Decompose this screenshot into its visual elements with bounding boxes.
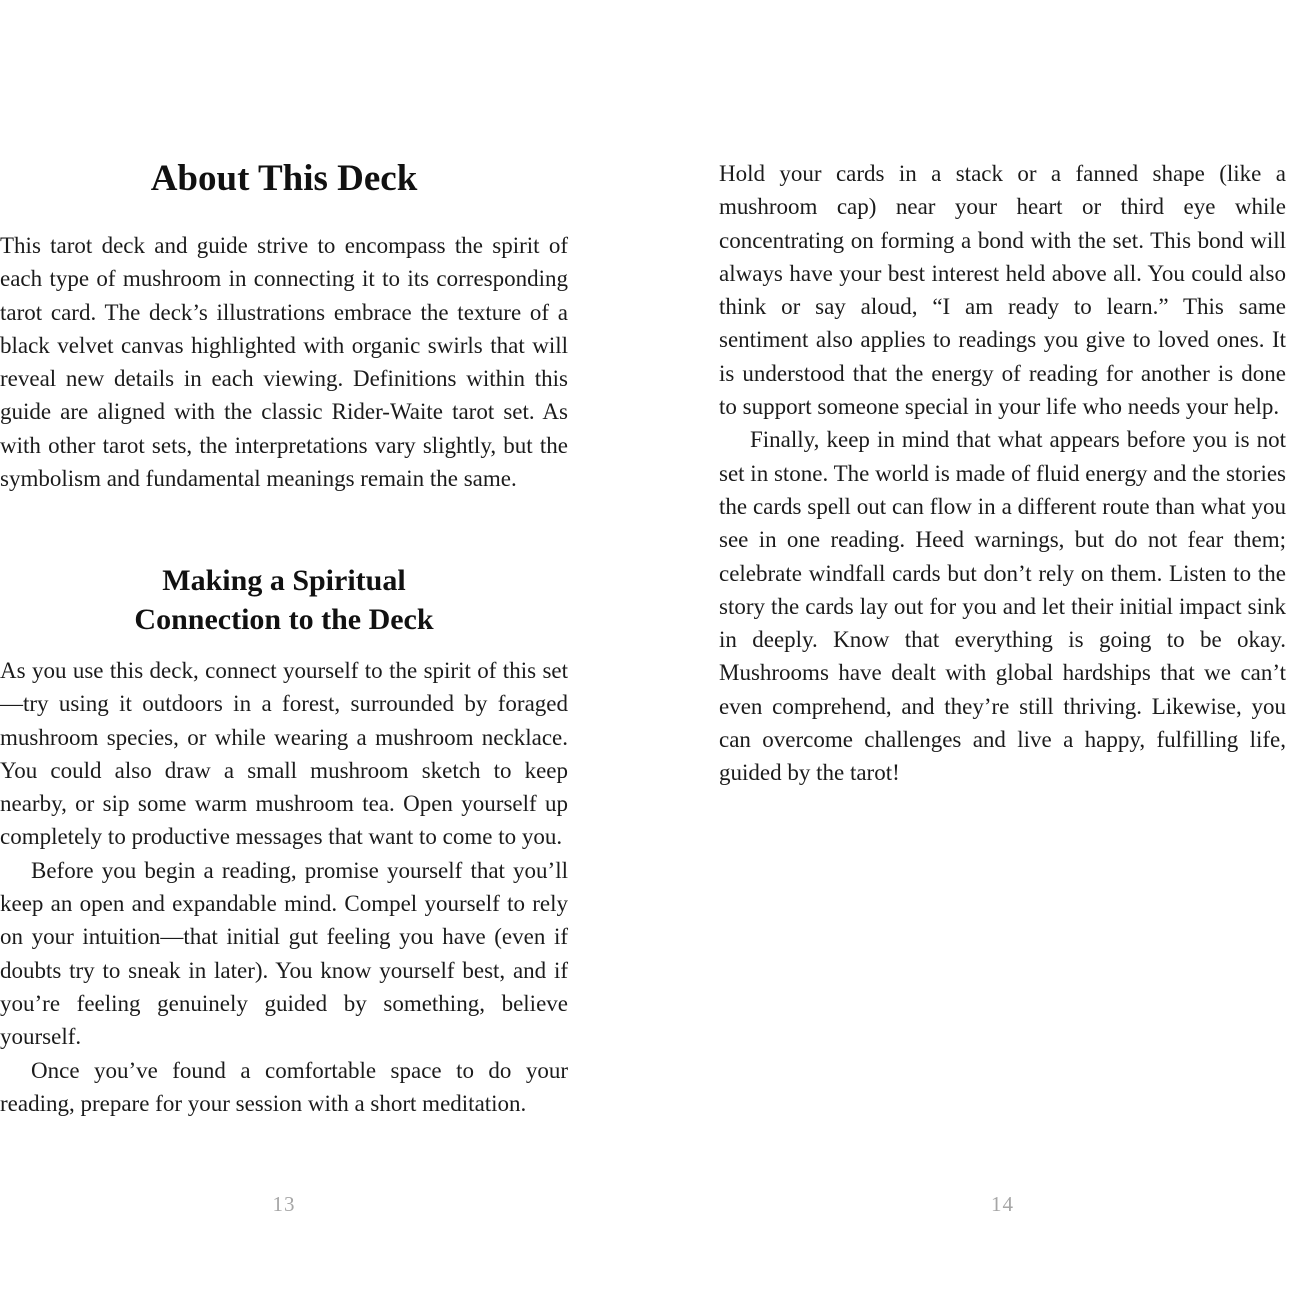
body-paragraph: As you use this deck, connect yourself to the spirit of this set—try using it outdoors in a forest, surrounded by foraged mushroom species, or while wearing a mushroom necklace. You could also draw a small mushroom sketch to keep nearby, or sip some warm mushroom tea. Open yourself up completely to productive messages that want to come to you. bbox=[0, 658, 568, 850]
page-number-left: 13 bbox=[272, 1192, 296, 1216]
section-heading-line-2: Connection to the Deck bbox=[134, 603, 434, 636]
spiritual-connection-section bbox=[0, 654, 568, 1120]
section-heading-line-1: Making a Spiritual bbox=[162, 564, 406, 597]
right-page-body bbox=[719, 157, 1286, 790]
section-heading bbox=[0, 561, 568, 639]
intro-section bbox=[0, 229, 568, 495]
page-number-right: 14 bbox=[991, 1192, 1014, 1216]
body-paragraph: Before you begin a reading, promise yourself that you’ll keep an open and expandable mind. Compel yourself to rely on your intuition—that initial gut feeling you have (even if doubts try to sneak in later). You know yourself best, and if you’re feeling genuinely guided by something, believe yourself. bbox=[0, 857, 568, 1050]
body-paragraph: Once you’ve found a comfortable space to do your reading, prepare for your session with a short meditation. bbox=[0, 1057, 568, 1116]
intro-paragraph: This tarot deck and guide strive to encompass the spirit of each type of mushroom in connecting it to its corresponding tarot card. The deck’s illustrations embrace the texture of a black velvet canvas highlighted with organic swirls that will reveal new details in each viewing. Definitions within this guide are aligned with the classic Rider-Waite tarot set. As with other tarot sets, the interpretations vary slightly, but the symbolism and fundamental meanings remain the same. bbox=[0, 233, 568, 492]
page-title: About This Deck bbox=[150, 158, 418, 199]
body-paragraph: Hold your cards in a stack or a fanned shape (like a mushroom cap) near your heart or third eye while concentrating on forming a bond with the set. This bond will always have your best interest held above all. You could also think or say aloud, “I am ready to learn.” This same sentiment also applies to readings you give to loved ones. It is understood that the energy of reading for another is done to support someone special in your life who needs your help. bbox=[719, 161, 1286, 420]
body-paragraph: Finally, keep in mind that what appears before you is not set in stone. The world is made of fluid energy and the stories the cards spell out can flow in a different route than what you see in one reading. Heed warnings, but do not fear them; celebrate windfall cards but don’t rely on them. Listen to the story the cards lay out for you and let their initial impact sink in deeply. Know that everything is going to be okay. Mushrooms have dealt with global hardships that we can’t even comprehend, and they’re still thriving. Likewise, you can overcome challenges and live a happy, fulfilling life, guided by the tarot! bbox=[719, 427, 1287, 786]
